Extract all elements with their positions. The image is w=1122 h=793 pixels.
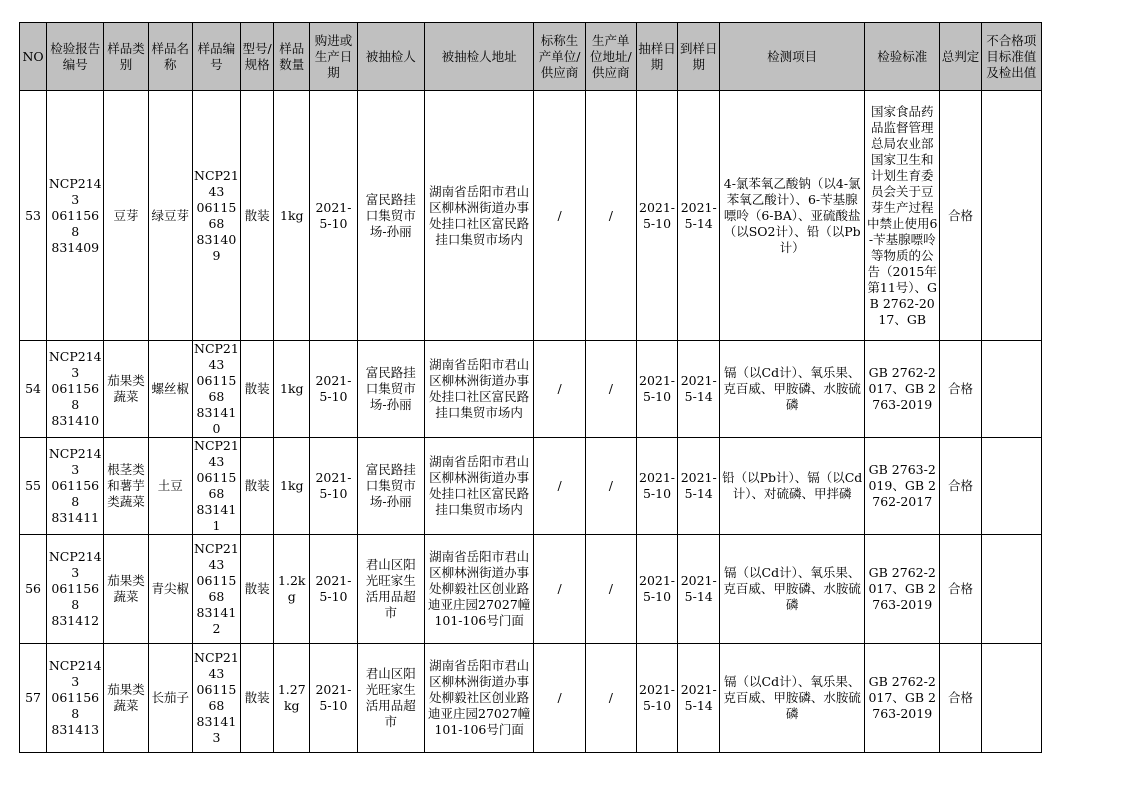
header-category: 样品类别 xyxy=(104,23,148,91)
inspected-party-cell: 富民路挂 口集贸市 场-孙丽 xyxy=(357,341,424,438)
sample-spec-cell: 散装 xyxy=(241,535,274,644)
overall-result-cell: 合格 xyxy=(940,438,981,535)
header-purchase-date: 购进或生产日期 xyxy=(310,23,357,91)
arrival-date-cell: 2021- 5-14 xyxy=(678,438,720,535)
producer-cell: / xyxy=(534,91,585,341)
overall-result-cell: 合格 xyxy=(940,91,981,341)
report-number-cell: NCP2143 0611568 831412 xyxy=(47,535,104,644)
sample-number-cell: NCP2143 0611568 831412 xyxy=(192,535,240,644)
row-number-cell: 53 xyxy=(20,91,47,341)
report-number-cell: NCP2143 0611568 831411 xyxy=(47,438,104,535)
producer-cell: / xyxy=(534,644,585,753)
header-quantity: 样品数量 xyxy=(274,23,310,91)
inspection-table xyxy=(19,22,1042,753)
header-standard: 检验标准 xyxy=(865,23,940,91)
arrival-date-cell: 2021- 5-14 xyxy=(678,341,720,438)
header-test-items: 检测项目 xyxy=(720,23,865,91)
producer-address-cell: / xyxy=(585,535,636,644)
sample-category-cell: 茄果类 蔬菜 xyxy=(104,341,148,438)
table-row xyxy=(20,91,1042,341)
inspection-standard-cell: GB 2762-2017、GB 2763-2019 xyxy=(865,644,940,753)
producer-address-cell: / xyxy=(585,644,636,753)
failed-items-value-cell xyxy=(981,535,1041,644)
inspected-party-cell: 富民路挂 口集贸市 场-孙丽 xyxy=(357,91,424,341)
header-spec: 型号/规格 xyxy=(241,23,274,91)
table-body xyxy=(20,91,1042,753)
inspected-party-cell: 君山区阳 光旺家生 活用品超 市 xyxy=(357,644,424,753)
report-number-cell: NCP2143 0611568 831409 xyxy=(47,91,104,341)
inspected-party-cell: 君山区阳 光旺家生 活用品超 市 xyxy=(357,535,424,644)
header-failed-items: 不合格项目标准值及检出值 xyxy=(981,23,1041,91)
inspection-standard-cell: 国家食品药品监督管理总局农业部国家卫生和计划生育委员会关于豆芽生产过程中禁止使用6-苄基腺嘌呤等物质的公告（2015年第11号）、GB 2762-2017、GB xyxy=(865,91,940,341)
header-sampling-date: 抽样日期 xyxy=(636,23,677,91)
inspected-address-cell: 湖南省岳阳市君山区柳林洲街道办事处柳毅社区创业路迪亚庄园27027幢101-106号门面 xyxy=(424,644,534,753)
sample-spec-cell: 散装 xyxy=(241,341,274,438)
header-inspected-party: 被抽检人 xyxy=(357,23,424,91)
producer-address-cell: / xyxy=(585,438,636,535)
row-number-cell: 56 xyxy=(20,535,47,644)
sampling-date-cell: 2021- 5-10 xyxy=(636,644,677,753)
sample-quantity-cell: 1.2kg xyxy=(274,535,310,644)
header-no: NO xyxy=(20,23,47,91)
sample-number-cell: NCP2143 0611568 831409 xyxy=(192,91,240,341)
header-row xyxy=(20,23,1042,91)
arrival-date-cell: 2021- 5-14 xyxy=(678,644,720,753)
test-items-cell: 镉（以Cd计）、氧乐果、克百威、甲胺磷、水胺硫磷 xyxy=(720,535,865,644)
sample-quantity-cell: 1.27kg xyxy=(274,644,310,753)
sample-name-cell: 长茄子 xyxy=(148,644,192,753)
sample-category-cell: 茄果类 蔬菜 xyxy=(104,644,148,753)
sampling-date-cell: 2021- 5-10 xyxy=(636,341,677,438)
sample-name-cell: 绿豆芽 xyxy=(148,91,192,341)
sample-quantity-cell: 1kg xyxy=(274,91,310,341)
inspection-standard-cell: GB 2762-2017、GB 2763-2019 xyxy=(865,535,940,644)
inspected-address-cell: 湖南省岳阳市君山区柳林洲街道办事处挂口社区富民路挂口集贸市场内 xyxy=(424,341,534,438)
header-sample-name: 样品名称 xyxy=(148,23,192,91)
row-number-cell: 55 xyxy=(20,438,47,535)
inspection-standard-cell: GB 2762-2017、GB 2763-2019 xyxy=(865,341,940,438)
test-items-cell: 镉（以Cd计）、氧乐果、克百威、甲胺磷、水胺硫磷 xyxy=(720,644,865,753)
purchase-date-cell: 2021- 5-10 xyxy=(310,438,357,535)
header-producer-address: 生产单位地址/供应商 xyxy=(585,23,636,91)
report-number-cell: NCP2143 0611568 831413 xyxy=(47,644,104,753)
purchase-date-cell: 2021- 5-10 xyxy=(310,535,357,644)
failed-items-value-cell xyxy=(981,644,1041,753)
failed-items-value-cell xyxy=(981,438,1041,535)
arrival-date-cell: 2021- 5-14 xyxy=(678,535,720,644)
table-row xyxy=(20,644,1042,753)
overall-result-cell: 合格 xyxy=(940,535,981,644)
failed-items-value-cell xyxy=(981,91,1041,341)
sampling-date-cell: 2021- 5-10 xyxy=(636,91,677,341)
sample-number-cell: NCP2143 0611568 831411 xyxy=(194,438,239,533)
header-producer: 标称生产单位/供应商 xyxy=(534,23,585,91)
arrival-date-cell: 2021- 5-14 xyxy=(678,91,720,341)
report-number-cell: NCP2143 0611568 831410 xyxy=(47,341,104,438)
header-result: 总判定 xyxy=(940,23,981,91)
row-number-cell: 57 xyxy=(20,644,47,753)
producer-cell: / xyxy=(534,438,585,535)
overall-result-cell: 合格 xyxy=(940,644,981,753)
table-row xyxy=(20,535,1042,644)
sample-category-cell: 茄果类 蔬菜 xyxy=(104,535,148,644)
sample-number-cell: NCP2143 0611568 831410 xyxy=(194,341,239,436)
sample-name-cell: 土豆 xyxy=(148,438,192,535)
sampling-date-cell: 2021- 5-10 xyxy=(636,438,677,535)
sample-quantity-cell: 1kg xyxy=(274,438,310,535)
inspected-party-cell: 富民路挂 口集贸市 场-孙丽 xyxy=(357,438,424,535)
table-row xyxy=(20,438,1042,535)
sample-name-cell: 青尖椒 xyxy=(148,535,192,644)
sample-spec-cell: 散装 xyxy=(241,644,274,753)
test-items-cell: 镉（以Cd计）、氧乐果、克百威、甲胺磷、水胺硫磷 xyxy=(720,341,865,438)
producer-address-cell: / xyxy=(585,91,636,341)
sample-category-cell: 豆芽 xyxy=(104,91,148,341)
header-arrival-date: 到样日期 xyxy=(678,23,720,91)
sample-category-cell: 根茎类 和薯芋 类蔬菜 xyxy=(104,438,148,535)
sample-number-cell: NCP2143 0611568 831413 xyxy=(192,644,240,753)
header-inspected-address: 被抽检人地址 xyxy=(424,23,534,91)
purchase-date-cell: 2021- 5-10 xyxy=(310,644,357,753)
inspected-address-cell: 湖南省岳阳市君山区柳林洲街道办事处挂口社区富民路挂口集贸市场内 xyxy=(424,91,534,341)
producer-cell: / xyxy=(534,535,585,644)
test-items-cell: 铅（以Pb计）、镉（以Cd计）、对硫磷、甲拌磷 xyxy=(720,438,865,535)
inspected-address-cell: 湖南省岳阳市君山区柳林洲街道办事处柳毅社区创业路迪亚庄园27027幢101-106号门面 xyxy=(424,535,534,644)
failed-items-value-cell xyxy=(981,341,1041,438)
purchase-date-cell: 2021- 5-10 xyxy=(310,91,357,341)
producer-address-cell: / xyxy=(585,341,636,438)
inspected-address-cell: 湖南省岳阳市君山区柳林洲街道办事处挂口社区富民路挂口集贸市场内 xyxy=(424,438,534,535)
table-header xyxy=(20,23,1042,91)
inspection-standard-cell: GB 2763-2019、GB 2762-2017 xyxy=(865,438,940,535)
test-items-cell: 4-氯苯氧乙酸钠（以4-氯苯氧乙酸计）、6-苄基腺嘌呤（6-BA）、亚硫酸盐（以SO2计）、铅（以Pb计） xyxy=(720,91,865,341)
purchase-date-cell: 2021- 5-10 xyxy=(310,341,357,438)
producer-cell: / xyxy=(534,341,585,438)
header-report-no: 检验报告编号 xyxy=(47,23,104,91)
sample-spec-cell: 散装 xyxy=(241,91,274,341)
header-sample-no: 样品编号 xyxy=(192,23,240,91)
table-row xyxy=(20,341,1042,438)
sample-spec-cell: 散装 xyxy=(241,438,274,535)
sampling-date-cell: 2021- 5-10 xyxy=(636,535,677,644)
sample-name-cell: 螺丝椒 xyxy=(148,341,192,438)
sample-quantity-cell: 1kg xyxy=(274,341,310,438)
overall-result-cell: 合格 xyxy=(940,341,981,438)
row-number-cell: 54 xyxy=(20,341,47,438)
